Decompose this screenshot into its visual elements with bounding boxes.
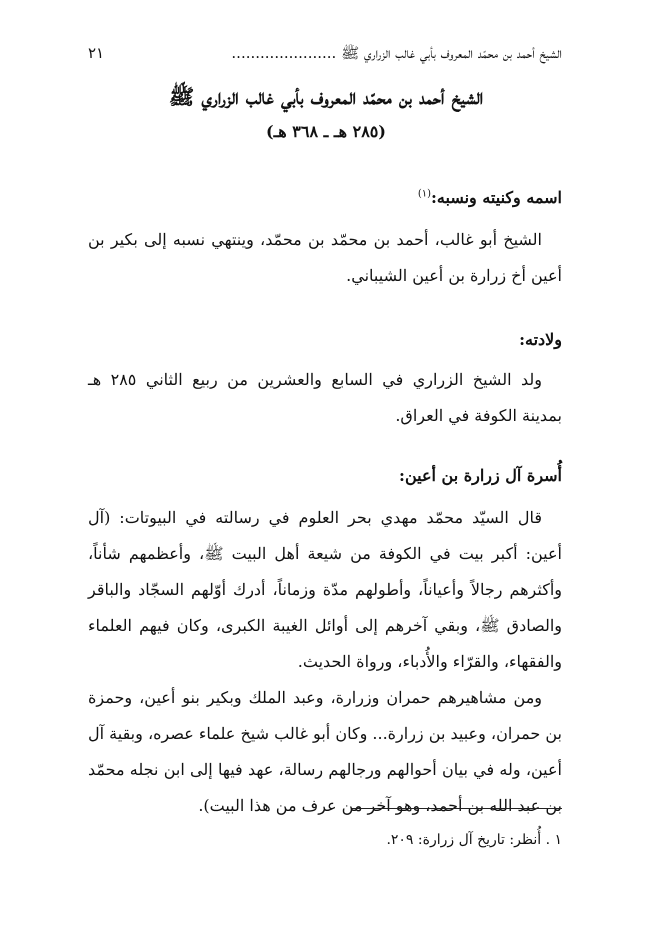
section-body-birth xyxy=(88,362,562,434)
page-number: ٢١ xyxy=(88,44,105,62)
footnote-divider xyxy=(352,808,562,809)
footnote-text: أُنظر: تاريخ آل زرارة: ٢٠٩. xyxy=(386,832,542,848)
chapter-dates: (٢٨٥ هـ ـ ٣٦٨ هـ) xyxy=(266,122,386,141)
section-heading-birth: ولادته: xyxy=(519,330,562,349)
footnote xyxy=(88,832,562,848)
section-body-name-lineage xyxy=(88,222,562,294)
paragraph: الشيخ أبو غالب، أحمد بن محمّد بن محمّد، وينتهي نسبه إلى بكير بن أعين أخ زرارة بن أعين الشيباني. xyxy=(88,230,562,285)
paragraph: ومن مشاهيرهم حمران وزرارة، وعبد الملك وبكير بنو أعين، وحمزة بن حمران، وعبيد بن زرارة... وكان أبو غالب شيخ علماء عصره، وبقية آل أعين، وله في بيان أحوالهم ورجالهم رسالة، عهد فيها إلى ابن نجله محمّد بن عبد الله بن أحمد، وهو آخر من عرف من هذا البيت). xyxy=(88,688,562,815)
footnote-reference: (١) xyxy=(417,188,431,200)
chapter-title: الشيخ أحمد بن محمّد المعروف بأبي غالب الزراري ﷺ xyxy=(168,84,484,109)
section-body-family xyxy=(88,500,562,824)
footnote-number: ١ . xyxy=(545,832,562,848)
section-heading-family: أُسرة آل زرارة بن أعين: xyxy=(399,466,562,485)
paragraph: ولد الشيخ الزراري في السابع والعشرين من ربيع الثاني ٢٨٥ هـ بمدينة الكوفة في العراق. xyxy=(88,370,562,425)
paragraph: قال السيّد محمّد مهدي بحر العلوم في رسالته في البيوتات: (آل أعين: أكبر بيت في الكوفة من شيعة أهل البيت ﷺ، وأعظمهم شأناً، وأكثرهم رجالاً وأعياناً، وأطولهم مدّة وزماناً، أدرك أوّلهم السجّاد والباقر والصادق ﷺ، وبقي آخرهم إلى أوائل الغيبة الكبرى، وكان فيهم العلماء والفقهاء، والقرّاء والأُدباء، ورواة الحديث. xyxy=(88,508,562,671)
section-heading-name-lineage xyxy=(88,188,562,207)
running-header: الشيخ أحمد بن محمّد المعروف بأبي غالب الزراري ﷺ ...................... xyxy=(231,44,562,62)
section-heading-text: اسمه وكنيته ونسبه: xyxy=(431,188,562,207)
